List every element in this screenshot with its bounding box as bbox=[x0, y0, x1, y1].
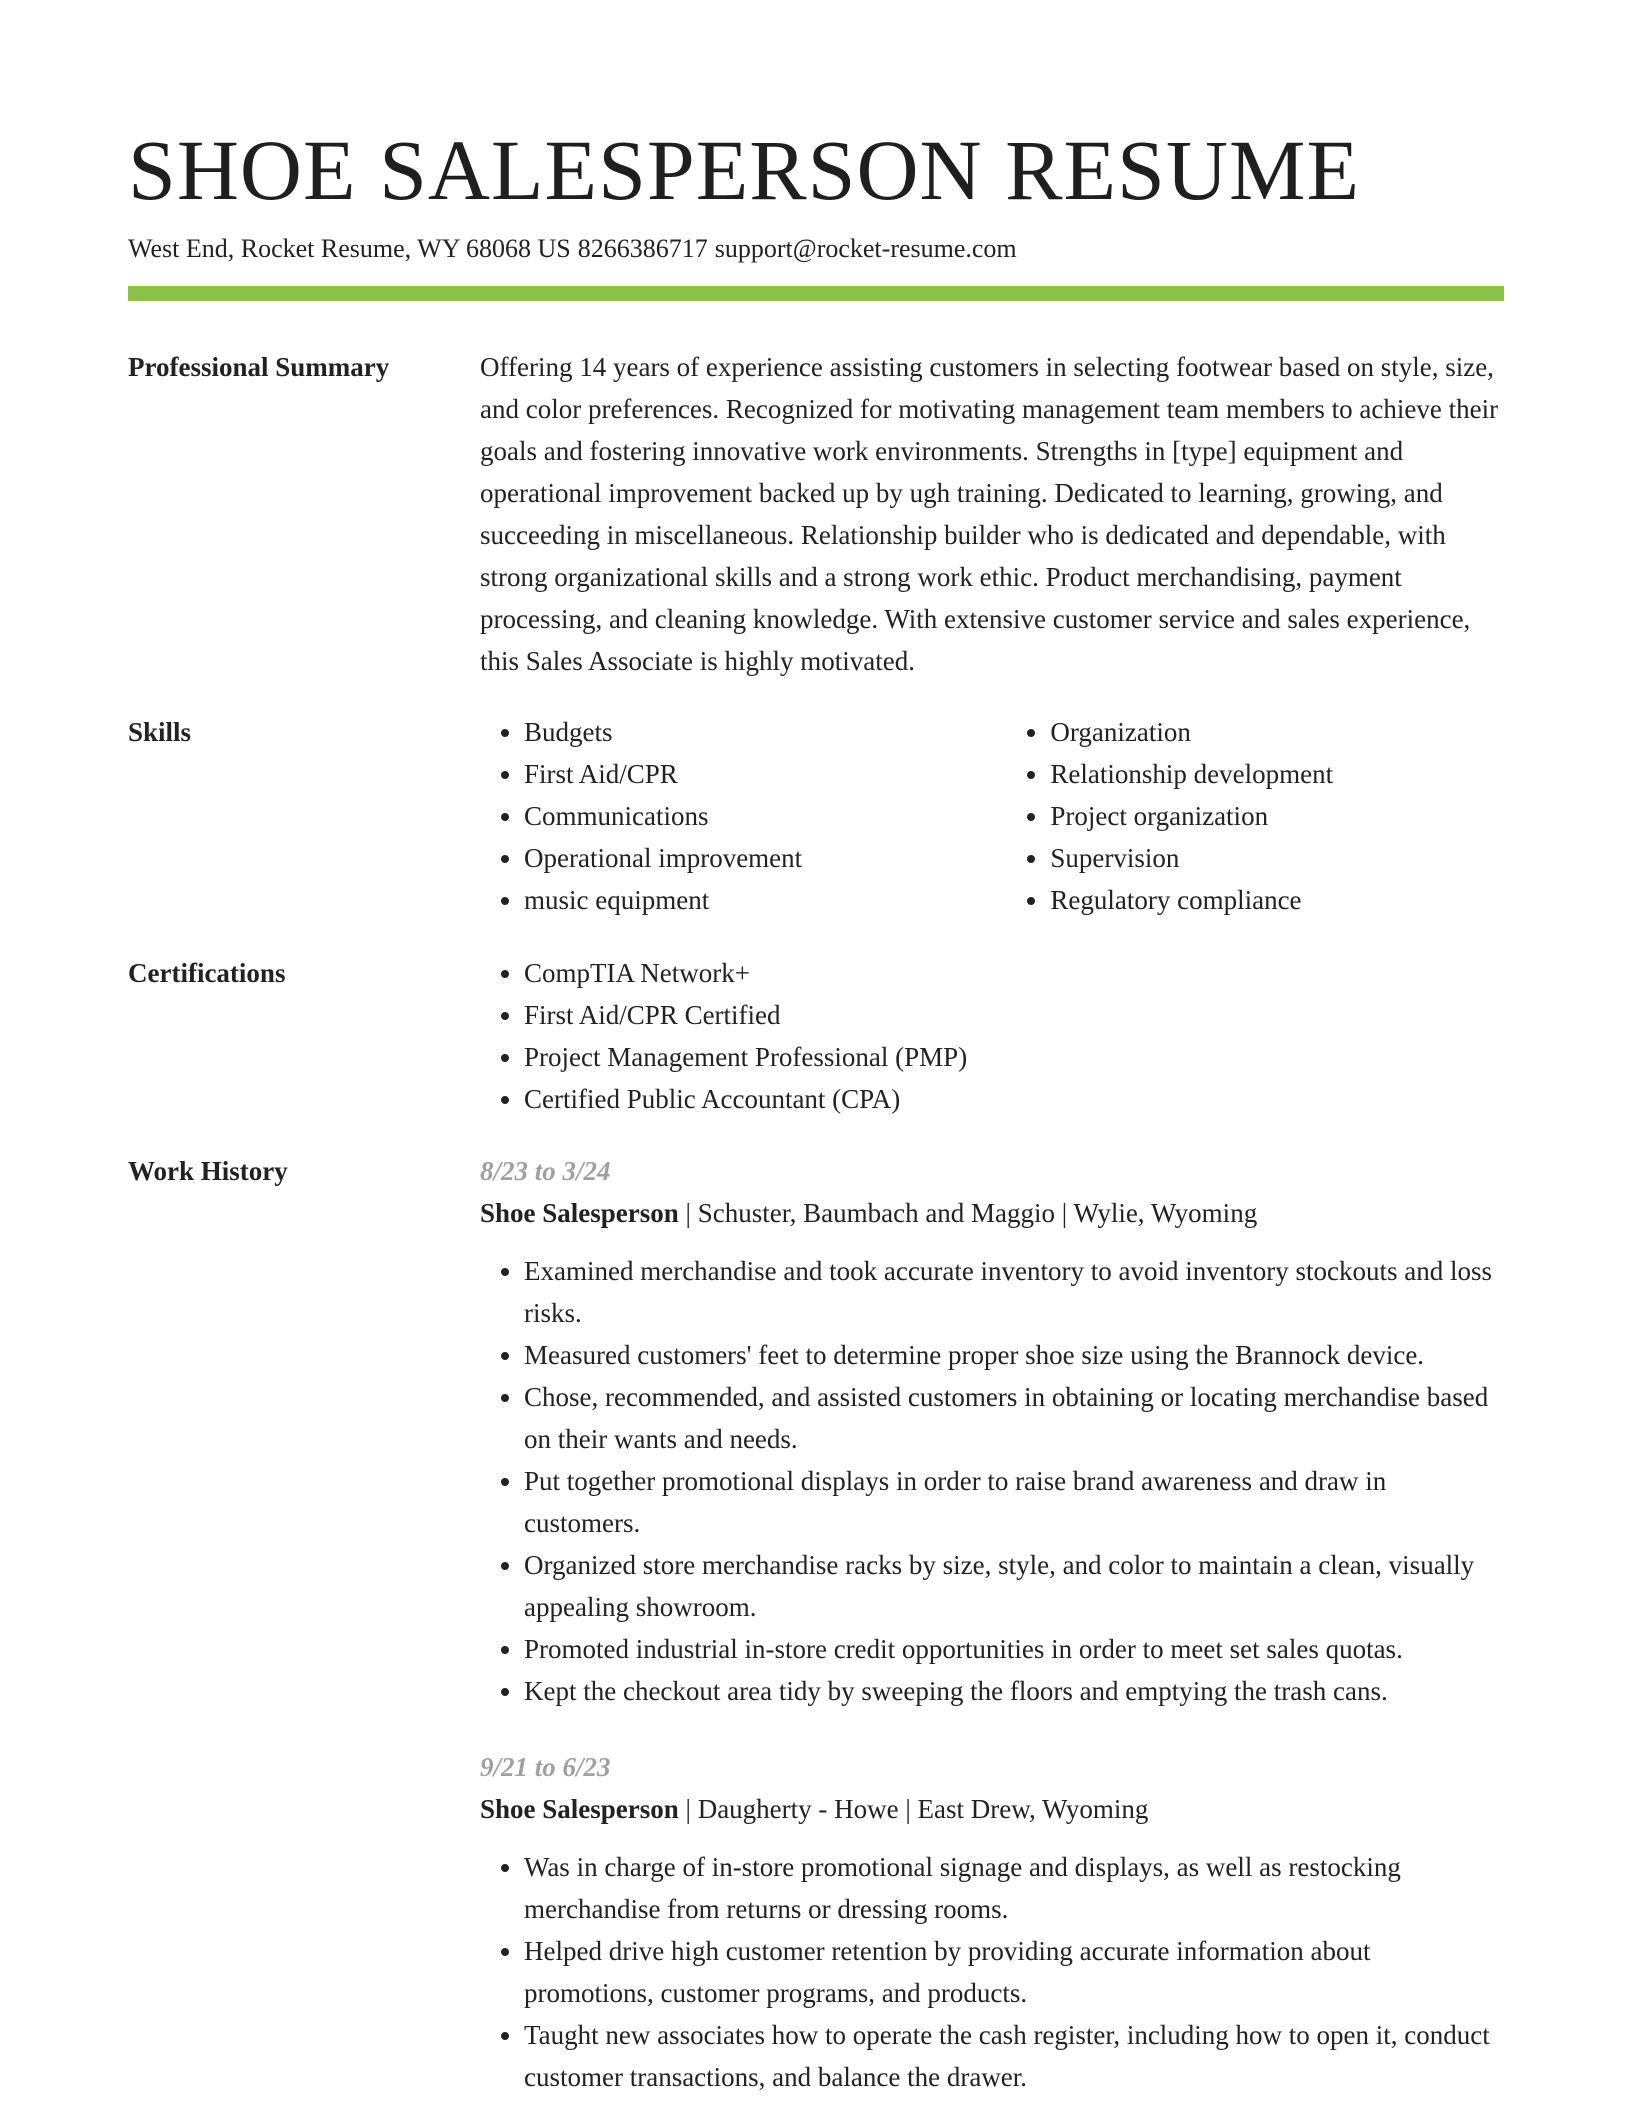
list-item: • First Aid/CPR bbox=[524, 753, 962, 795]
certifications-body bbox=[480, 952, 1504, 1120]
list-item: • Was in charge of in-store promotional signage and displays, as well as restocking merchandise from returns or dressing rooms. bbox=[524, 1846, 1504, 1930]
list-item: • Certified Public Accountant (CPA) bbox=[524, 1078, 1504, 1120]
summary-body bbox=[480, 346, 1504, 682]
job-dates: 9/21 to 6/23 bbox=[480, 1752, 611, 1782]
list-item: • Chose, recommended, and assisted customers in obtaining or locating merchandise based on their wants and needs. bbox=[524, 1376, 1504, 1460]
list-item: • Project Management Professional (PMP) bbox=[524, 1036, 1504, 1078]
list-item: • Organized store merchandise racks by size, style, and color to maintain a clean, visually appealing showroom. bbox=[524, 1544, 1504, 1628]
list-item: • Project organization bbox=[1050, 795, 1504, 837]
list-item: • Relationship development bbox=[1050, 753, 1504, 795]
skills-heading: Skills bbox=[128, 717, 192, 747]
list-item: • Measured customers' feet to determine proper shoe size using the Brannock device. bbox=[524, 1334, 1504, 1376]
job-header bbox=[480, 1192, 1504, 1234]
job-title: Shoe Salesperson bbox=[480, 1794, 679, 1824]
list-item: • Budgets bbox=[524, 711, 962, 753]
job-header bbox=[480, 1788, 1504, 1830]
skills-list-right bbox=[1006, 711, 1504, 921]
list-item: • Regulatory compliance bbox=[1050, 879, 1504, 921]
contact-email: support@rocket-resume.com bbox=[714, 234, 1017, 263]
contact-line bbox=[128, 230, 1017, 268]
job-title: Shoe Salesperson bbox=[480, 1198, 679, 1228]
work-history-body bbox=[480, 1150, 1504, 2098]
job-details: | Daugherty - Howe | East Drew, Wyoming bbox=[678, 1794, 1149, 1824]
job-dates: 8/23 to 3/24 bbox=[480, 1156, 611, 1186]
resume-title: SHOE SALESPERSON RESUME bbox=[128, 122, 1360, 218]
certifications-list bbox=[480, 952, 1504, 1120]
list-item: • Organization bbox=[1050, 711, 1504, 753]
job-entry bbox=[480, 1746, 1504, 2098]
header-divider bbox=[128, 286, 1504, 301]
certifications-heading: Certifications bbox=[128, 958, 286, 988]
list-item: • First Aid/CPR Certified bbox=[524, 994, 1504, 1036]
contact-address: West End, Rocket Resume, WY 68068 US bbox=[128, 234, 571, 263]
list-item: • Helped drive high customer retention by providing accurate information about promotions, customer programs, and products. bbox=[524, 1930, 1504, 2014]
contact-phone: 8266386717 bbox=[577, 234, 708, 263]
summary-heading: Professional Summary bbox=[128, 352, 390, 382]
list-item: • Put together promotional displays in order to raise brand awareness and draw in customers. bbox=[524, 1460, 1504, 1544]
list-item: • Operational improvement bbox=[524, 837, 962, 879]
job-bullets bbox=[480, 1250, 1504, 1712]
summary-text: Offering 14 years of experience assisting customers in selecting footwear based on style, size, and color preferences. Recognized for motivating management team members to achieve their goals and fostering innovative work environments. Strengths in [type] equipment and operational improvement backed up by ugh training. Dedicated to learning, growing, and succeeding in miscellaneous. Relationship builder who is dedicated and dependable, with strong organizational skills and a strong work ethic. Product merchandising, payment processing, and cleaning knowledge. With extensive customer service and sales experience, this Sales Associate is highly motivated. bbox=[480, 352, 1499, 676]
skills-list-left bbox=[480, 711, 962, 921]
list-item: • music equipment bbox=[524, 879, 962, 921]
skills-body bbox=[480, 711, 1504, 921]
list-item: • Communications bbox=[524, 795, 962, 837]
list-item: • Promoted industrial in-store credit opportunities in order to meet set sales quotas. bbox=[524, 1628, 1504, 1670]
list-item: • Supervision bbox=[1050, 837, 1504, 879]
work-history-heading: Work History bbox=[128, 1156, 288, 1186]
list-item: • CompTIA Network+ bbox=[524, 952, 1504, 994]
job-details: | Schuster, Baumbach and Maggio | Wylie, Wyoming bbox=[678, 1198, 1258, 1228]
job-bullets bbox=[480, 1846, 1504, 2098]
job-entry bbox=[480, 1150, 1504, 1712]
list-item: • Taught new associates how to operate the cash register, including how to open it, conduct customer transactions, and balance the drawer. bbox=[524, 2014, 1504, 2098]
list-item: • Kept the checkout area tidy by sweeping the floors and emptying the trash cans. bbox=[524, 1670, 1504, 1712]
list-item: • Examined merchandise and took accurate inventory to avoid inventory stockouts and loss risks. bbox=[524, 1250, 1504, 1334]
